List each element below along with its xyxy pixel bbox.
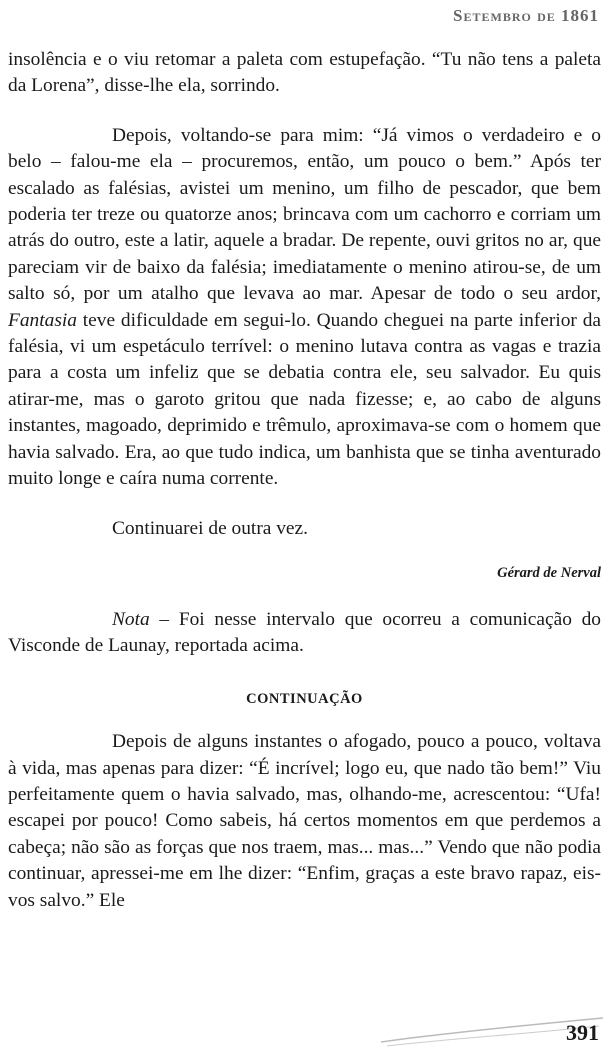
running-head: Setembro de 1861: [453, 6, 599, 25]
note-label: Nota: [112, 608, 150, 630]
paragraph-main: [8, 123, 601, 493]
page-body: [8, 47, 601, 914]
paragraph-final: Depois de alguns instantes o afogado, pouco a pouco, voltava à vida, mas apenas para dizer: “É incrível; logo eu, que nado tão bem!” Viu perfeitamente quem o havia salvado, mas, olhando-me, acrescentou: “Ufa! escapei por pouco! Como sabeis, há certos momentos em que perdemos a cabeça; não são as forças que nos traem, mas... mas...” Vendo que não podia continuar, apressei-me em lhe dizer: “Enfim, graças a este bravo rapaz, eis-vos salvo.” Ele: [8, 731, 601, 911]
paragraph-continue: Continuarei de outra vez.: [112, 517, 308, 539]
note-text: – Foi nesse intervalo que ocorreu a comunicação do Visconde de Launay, reportada acima.: [8, 608, 601, 657]
section-title: CONTINUAÇÃO: [246, 690, 363, 707]
paragraph-main-rest: teve dificuldade em segui-lo. Quando cheguei na parte inferior da falésia, vi um espetáculo terrível: o menino lutava contra as vagas e trazia para a costa um infeliz que se debatia contra ele, seu salvador. Eu quis atirar-me, mas o garoto gritou que nada fizesse; e, ao cabo de alguns instantes, magoado, deprimido e trêmulo, aproximava-se com o homem que havia salvado. Era, ao que tudo indica, um banhista que se tinha aventurado muito longe e caíra numa corrente.: [8, 309, 601, 490]
paragraph-continued: insolência e o viu retomar a paleta com estupefação. “Tu não tens a paleta da Lorena”, disse-lhe ela, sorrindo.: [8, 49, 601, 97]
fantasia-word: Fantasia: [8, 309, 77, 331]
paragraph-main-text: Depois, voltando-se para mim: “Já vimos o verdadeiro e o belo – falou-me ela – procuremos, então, um pouco o bem.” Após ter escalado as falésias, avistei um menino, um filho de pescador, que bem poderia ter treze ou quatorze anos; brincava com um cachorro e corriam um atrás do outro, este a latir, aquele a bradar. De repente, ouvi gritos no ar, que pareciam vir de baixo da falésia; imediatamente o menino atirou-se, de um salto só, por um atalho que levava ao mar. Apesar de todo o seu ardor,: [8, 124, 601, 305]
note-paragraph: [8, 607, 601, 660]
author-signature: Gérard de Nerval: [497, 564, 601, 581]
page-number: 391: [566, 1020, 599, 1045]
